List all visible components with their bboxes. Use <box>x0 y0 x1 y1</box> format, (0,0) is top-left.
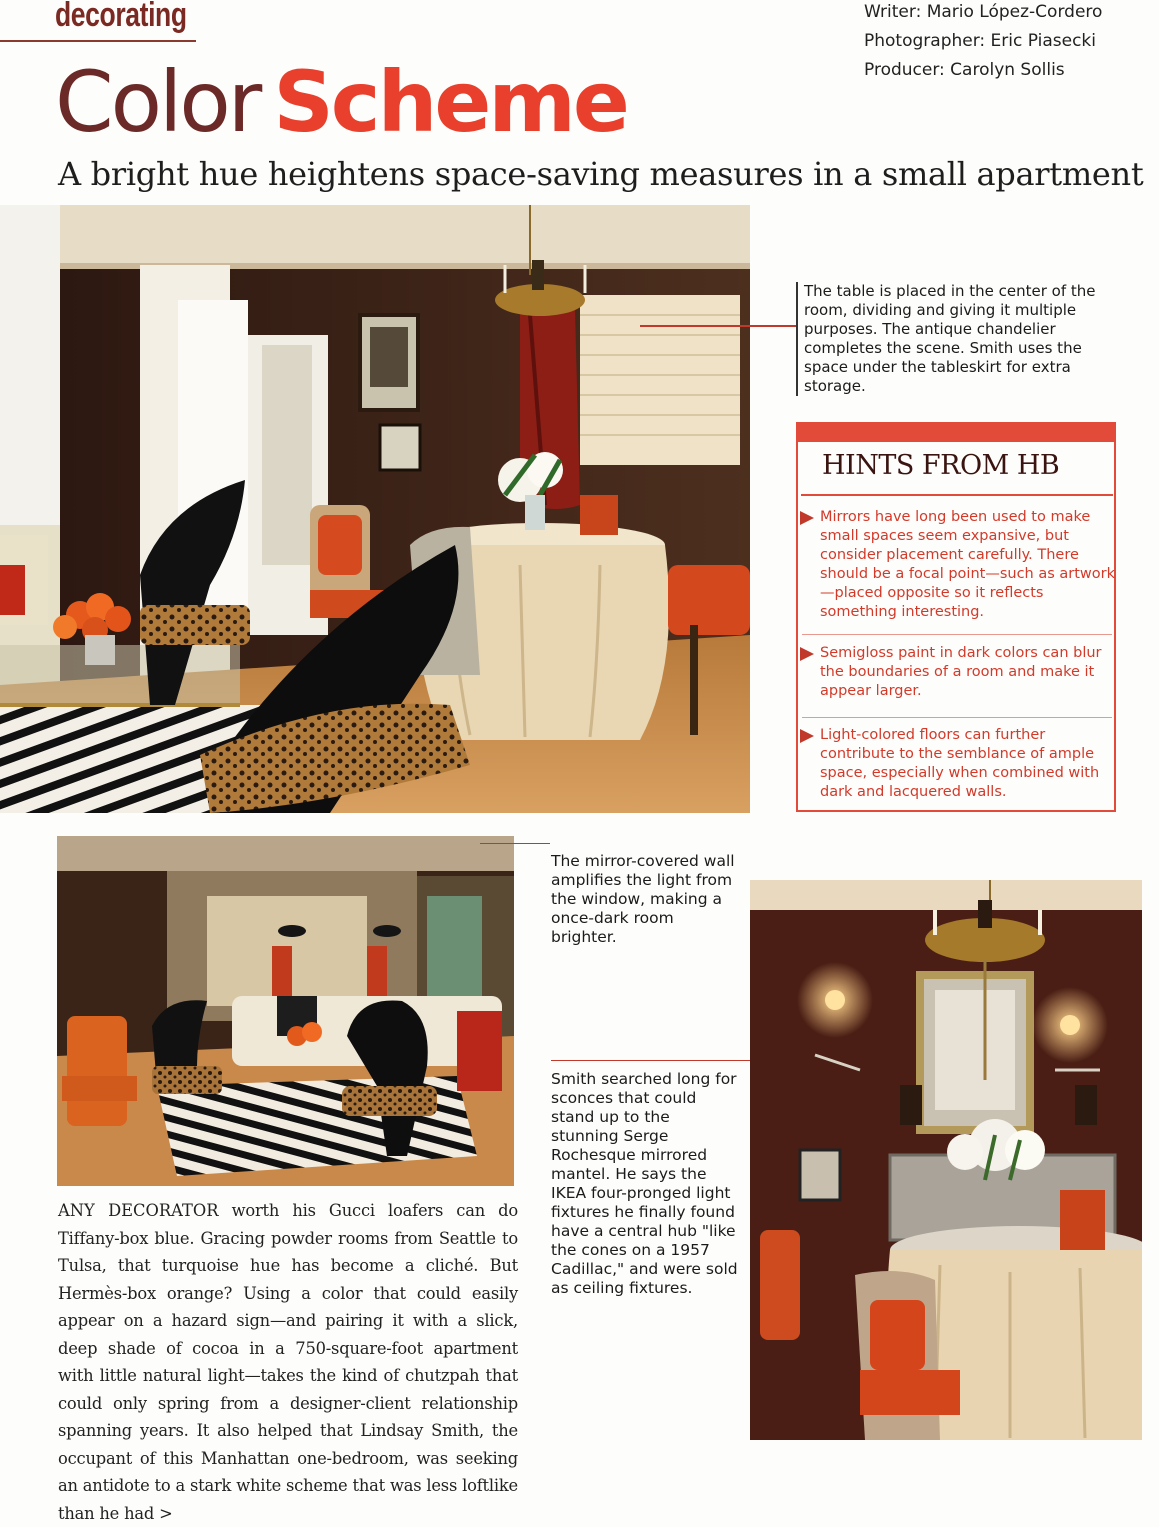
caption-pointer <box>640 325 796 327</box>
caption-sconces: Smith searched long for sconces that could stand up to the stunning Serge Rochesque mirrored mantel. He says the IKEA four-pronged light fixtures he finally found have a central hub "like the cones on a 1957 Cadillac," and were sold as ceiling fixtures. <box>551 1070 738 1297</box>
hints-title: HINTS FROM HB <box>822 450 1060 481</box>
living-room-mirror-photo <box>57 836 514 1186</box>
hint-text: Light-colored floors can further contribute to the semblance of ample space, especially when combined with dark and lacquered walls. <box>820 727 1100 800</box>
arrow-icon <box>800 729 814 743</box>
deck: A bright hue heightens space-saving measures in a small apartment <box>58 155 1144 193</box>
hint-text: Semigloss paint in dark colors can blur the boundaries of a room and make it appear larger. <box>820 645 1102 699</box>
continued-arrow-icon: > <box>159 1503 173 1523</box>
lead-in: ANY DECORATOR <box>58 1201 219 1220</box>
dining-room-photo <box>0 205 750 813</box>
credit-photographer: Photographer: Eric Piasecki <box>864 31 1096 51</box>
mantel-photo <box>750 880 1142 1440</box>
title-color: Color <box>55 53 260 151</box>
hint-item <box>798 644 1120 701</box>
hint-item <box>798 726 1120 802</box>
caption-mirror: The mirror-covered wall amplifies the light from the window, making a once-dark room brighter. <box>551 852 735 946</box>
body-text: worth his Gucci loafers can do Tiffany-box blue. Gracing powder rooms from Seattle to Tulsa, that turquoise hue has become a cliché. But Hermès-box orange? Using a color that could easily appear on a hazard sign—and pairing it with a slick, deep shade of cocoa in a 750-square-foot apartment with little natural light—takes the kind of chutzpah that could only spring from a designer-client relationship spanning years. It also helped that Lindsay Smith, the occupant of this Manhattan one-bedroom, was seeking an antidote to a stark white scheme that was less loftlike than he had <box>58 1201 519 1523</box>
caption-pointer <box>480 843 550 844</box>
credits <box>864 0 1102 85</box>
hint-item <box>798 508 1120 622</box>
mantel-illustration <box>750 880 1142 1440</box>
section-rule <box>0 40 196 42</box>
hint-divider <box>802 634 1112 635</box>
arrow-icon <box>800 511 814 525</box>
hint-text: Mirrors have long been used to make small spaces seem expansive, but consider placement carefully. There should be a focal point—such as artwork—placed opposite so it reflects something interesting. <box>820 509 1116 620</box>
caption-dining: The table is placed in the center of the room, dividing and giving it multiple purposes. The antique chandelier completes the scene. Smith uses the space under the tableskirt for extra storage. <box>796 282 1124 396</box>
living-room-illustration <box>57 836 514 1186</box>
hints-header-bar <box>798 424 1114 442</box>
credit-writer: Writer: Mario López-Cordero <box>864 2 1103 22</box>
hint-divider <box>802 717 1112 718</box>
title-scheme: Scheme <box>273 53 627 151</box>
arrow-icon <box>800 647 814 661</box>
hints-box <box>796 422 1116 812</box>
hints-rule <box>801 494 1113 496</box>
dining-room-illustration <box>0 205 750 813</box>
page-title <box>55 53 627 151</box>
section-tag: decorating <box>55 0 187 34</box>
article-body <box>58 1197 518 1527</box>
credit-producer: Producer: Carolyn Sollis <box>864 60 1065 80</box>
